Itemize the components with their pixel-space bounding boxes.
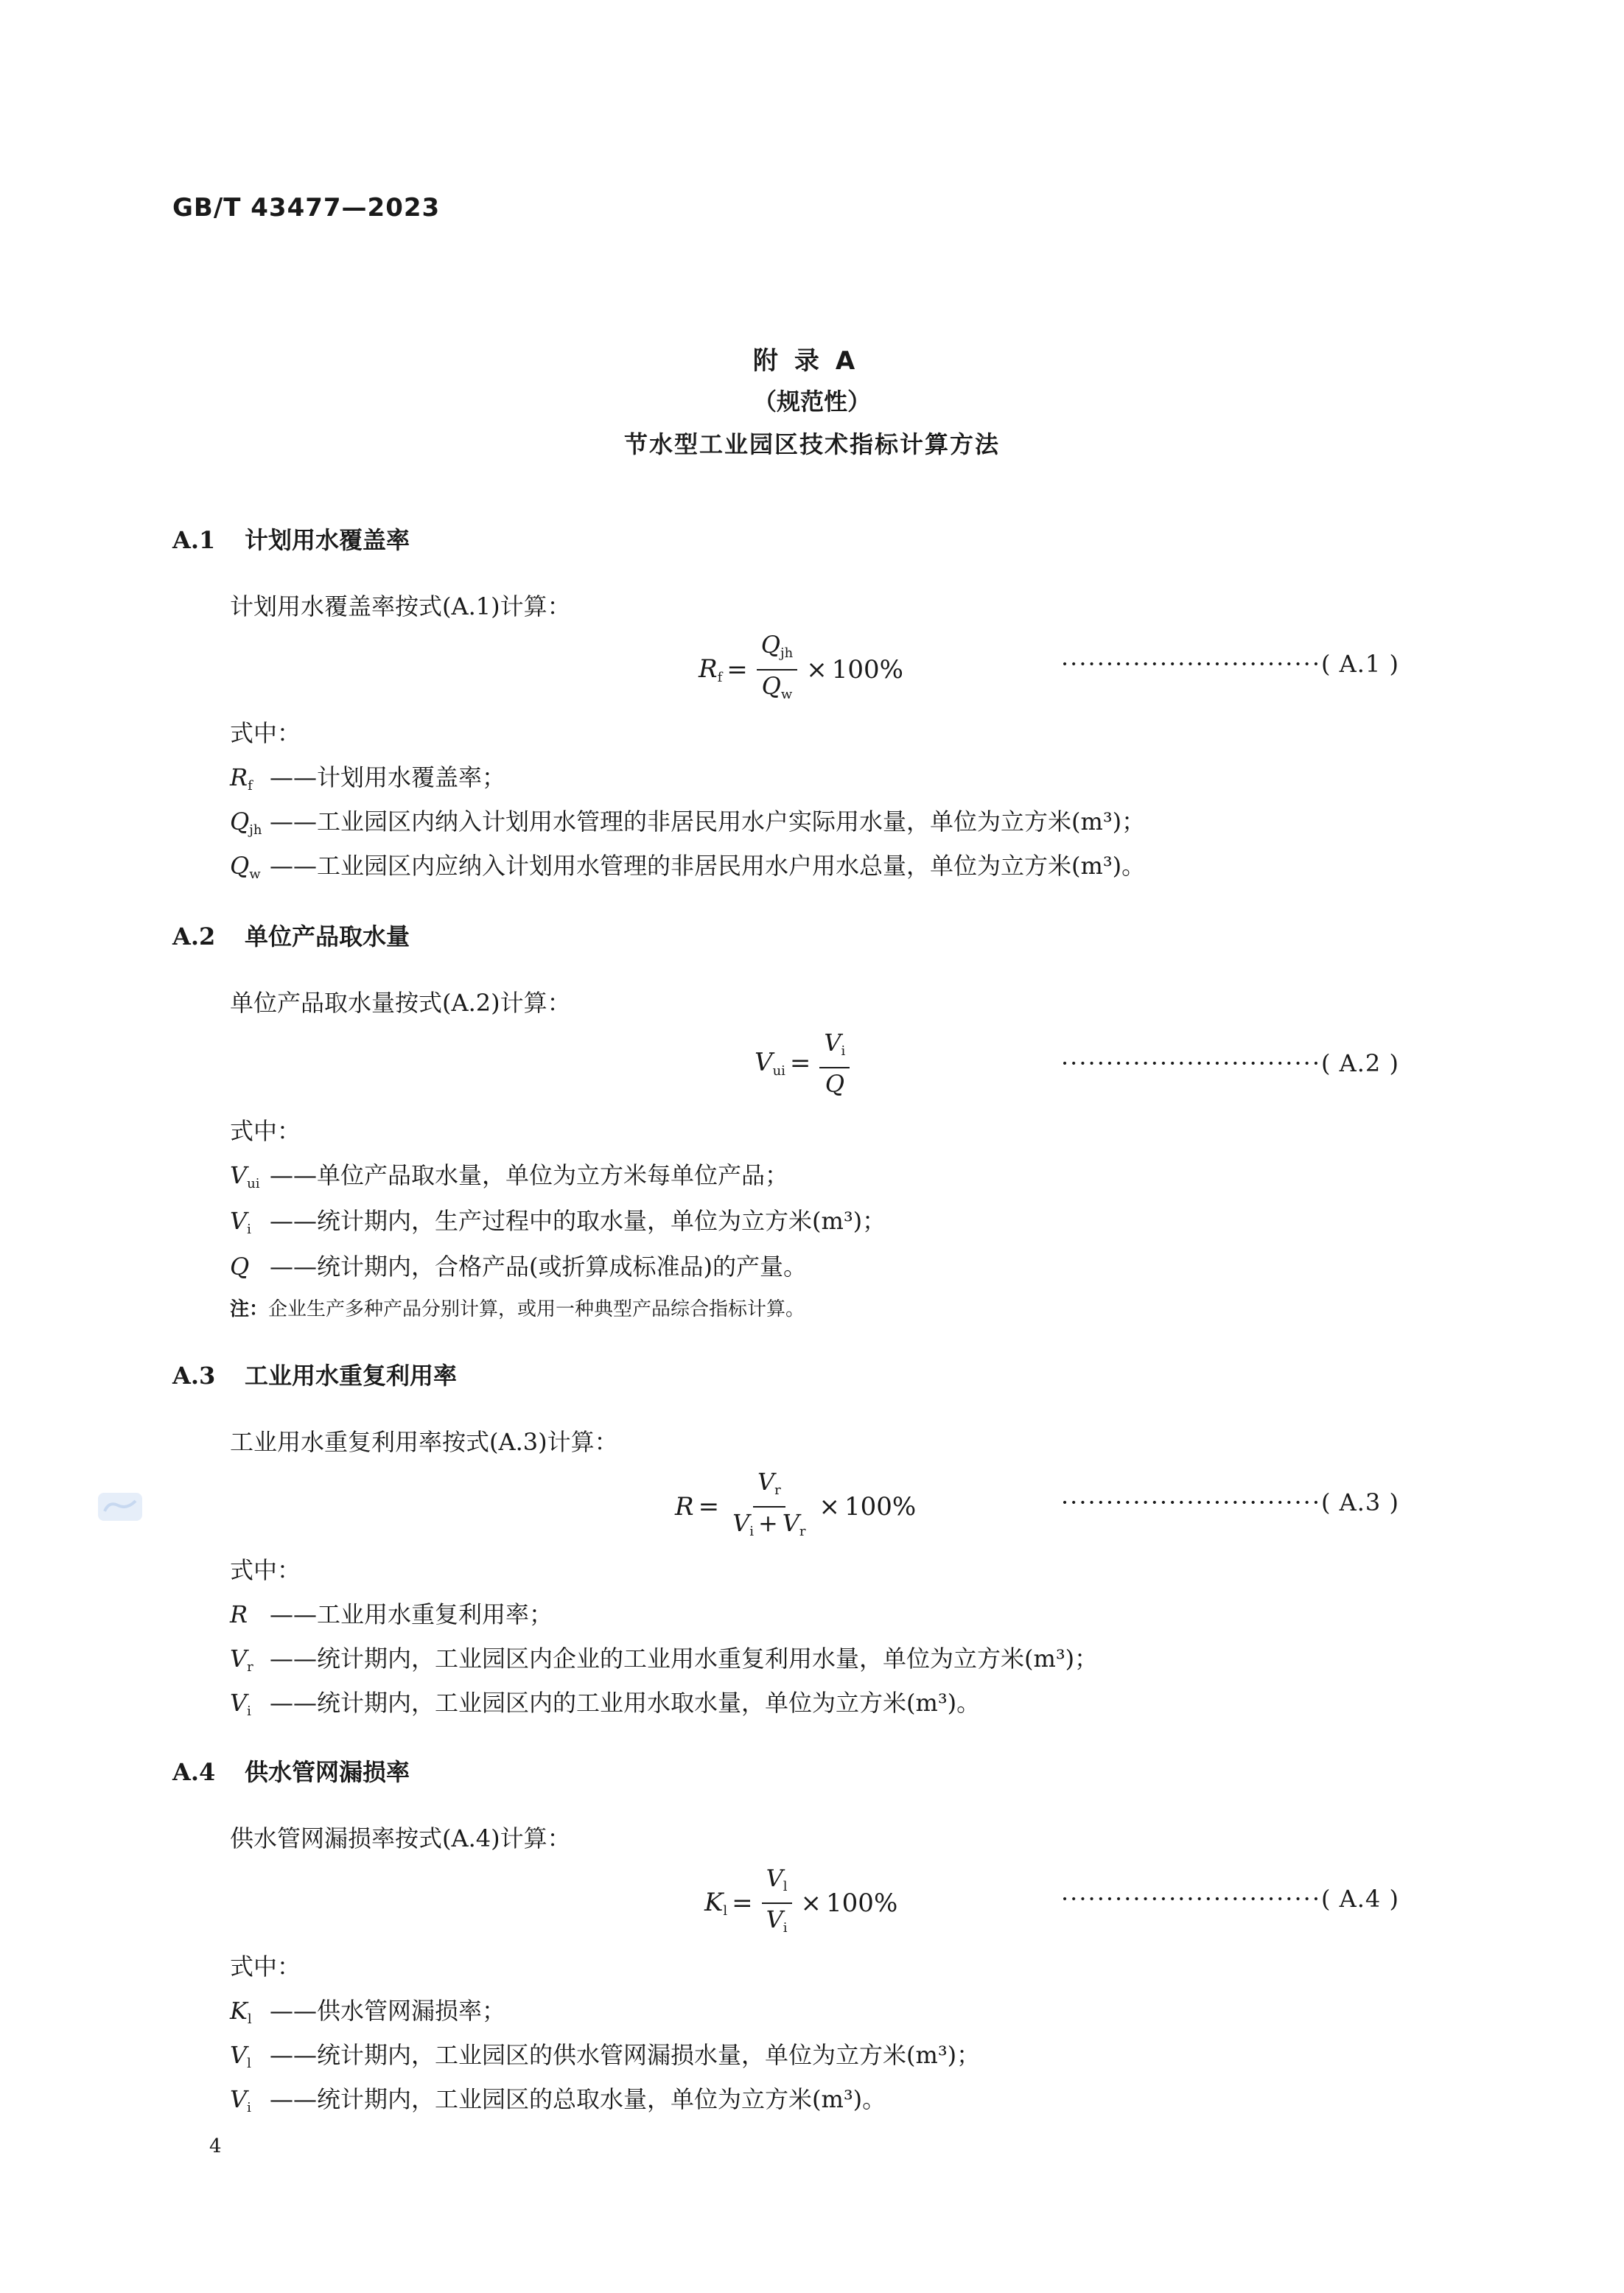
equation-label: ·····························( A.2 ) (1061, 1049, 1399, 1077)
note: 注：企业生产多种产品分别计算，或用一种典型产品综合指标计算。 (230, 1298, 805, 1320)
formula-a4: $K_l$ = $\frac{V_l}{V_i}$ × 100% (704, 1864, 898, 1936)
page-number: 4 (209, 2135, 222, 2157)
where-label: 式中： (230, 719, 301, 747)
section-heading (172, 522, 410, 556)
section-heading: A.2 单位产品取水量 (172, 923, 410, 951)
equation-label: ·····························( A.4 ) (1061, 1885, 1399, 1913)
equation-label: ·····························( A.1 ) (1061, 650, 1399, 678)
appendix-nature: （规范性） (752, 388, 871, 416)
section-number: A.1 (172, 526, 216, 554)
where-label: 式中： (230, 1953, 301, 1981)
definition-row: $V_r$ ——统计期内，工业园区内企业的工业用水重复利用水量，单位为立方米(m³)； (230, 1645, 1099, 1675)
formula-a2: $V_{ui}$ = $\frac{V_i}{Q}$ (755, 1029, 854, 1098)
times-sign: × (806, 655, 827, 685)
where-label: 式中： (230, 1556, 301, 1584)
formula-a3: R = $\frac{V_r}{V_i + V_r}$ × 100% (675, 1468, 917, 1539)
definition-row: $V_{ui}$ ——单位产品取水量，单位为立方米每单位产品； (230, 1161, 789, 1191)
definition-row: R ——工业用水重复利用率； (230, 1600, 553, 1628)
numerator: $Q_{jh}$ (757, 631, 797, 671)
equation-label: ·····························( A.3 ) (1061, 1488, 1399, 1516)
watermark-logo-icon (97, 1492, 143, 1522)
section-intro: 工业用水重复利用率按式(A.3)计算： (230, 1428, 618, 1456)
definition-row: $Q_w$ ——工业园区内应纳入计划用水管理的非居民用水户用水总量，单位为立方米(m³)。 (230, 852, 1146, 882)
definition-row: Q ——统计期内，合格产品(或折算成标准品)的产量。 (230, 1253, 807, 1281)
appendix-title: 附录A (752, 346, 872, 376)
equals-sign: = (727, 655, 748, 685)
section-heading: A.4 供水管网漏损率 (172, 1758, 410, 1786)
definition-row: $V_l$ ——统计期内，工业园区的供水管网漏损水量，单位为立方米(m³)； (230, 2041, 981, 2071)
definition-row: $V_i$ ——统计期内，生产过程中的取水量，单位为立方米(m³)； (230, 1207, 886, 1237)
definition-row: $V_i$ ——统计期内，工业园区的总取水量，单位为立方米(m³)。 (230, 2085, 886, 2115)
section-title: 计划用水覆盖率 (245, 526, 410, 554)
percent-factor: 100% (831, 655, 903, 685)
section-intro: 供水管网漏损率按式(A.4)计算： (230, 1824, 571, 1852)
denominator: $Q_w$ (761, 672, 793, 702)
formula-a1 (699, 631, 903, 709)
fraction (757, 631, 797, 709)
definition-row: $R_f$ ——计划用水覆盖率； (230, 763, 506, 794)
formula-lhs: $R_f$ (699, 654, 723, 685)
definition-row: $K_l$ ——供水管网漏损率； (230, 1997, 506, 2027)
where-label: 式中： (230, 1117, 301, 1145)
definition-row: $Q_{jh}$ ——工业园区内纳入计划用水管理的非居民用水户实际用水量，单位为立方米(m³)； (230, 808, 1146, 838)
appendix-subtitle: 节水型工业园区技术指标计算方法 (623, 430, 1000, 458)
section-heading: A.3 工业用水重复利用率 (172, 1362, 458, 1390)
definition-row: $V_i$ ——统计期内，工业园区内的工业用水取水量，单位为立方米(m³)。 (230, 1689, 981, 1719)
section-intro: 计划用水覆盖率按式(A.1)计算： (230, 592, 571, 620)
standard-number: GB/T 43477—2023 (172, 193, 441, 223)
section-intro: 单位产品取水量按式(A.2)计算： (230, 989, 571, 1017)
